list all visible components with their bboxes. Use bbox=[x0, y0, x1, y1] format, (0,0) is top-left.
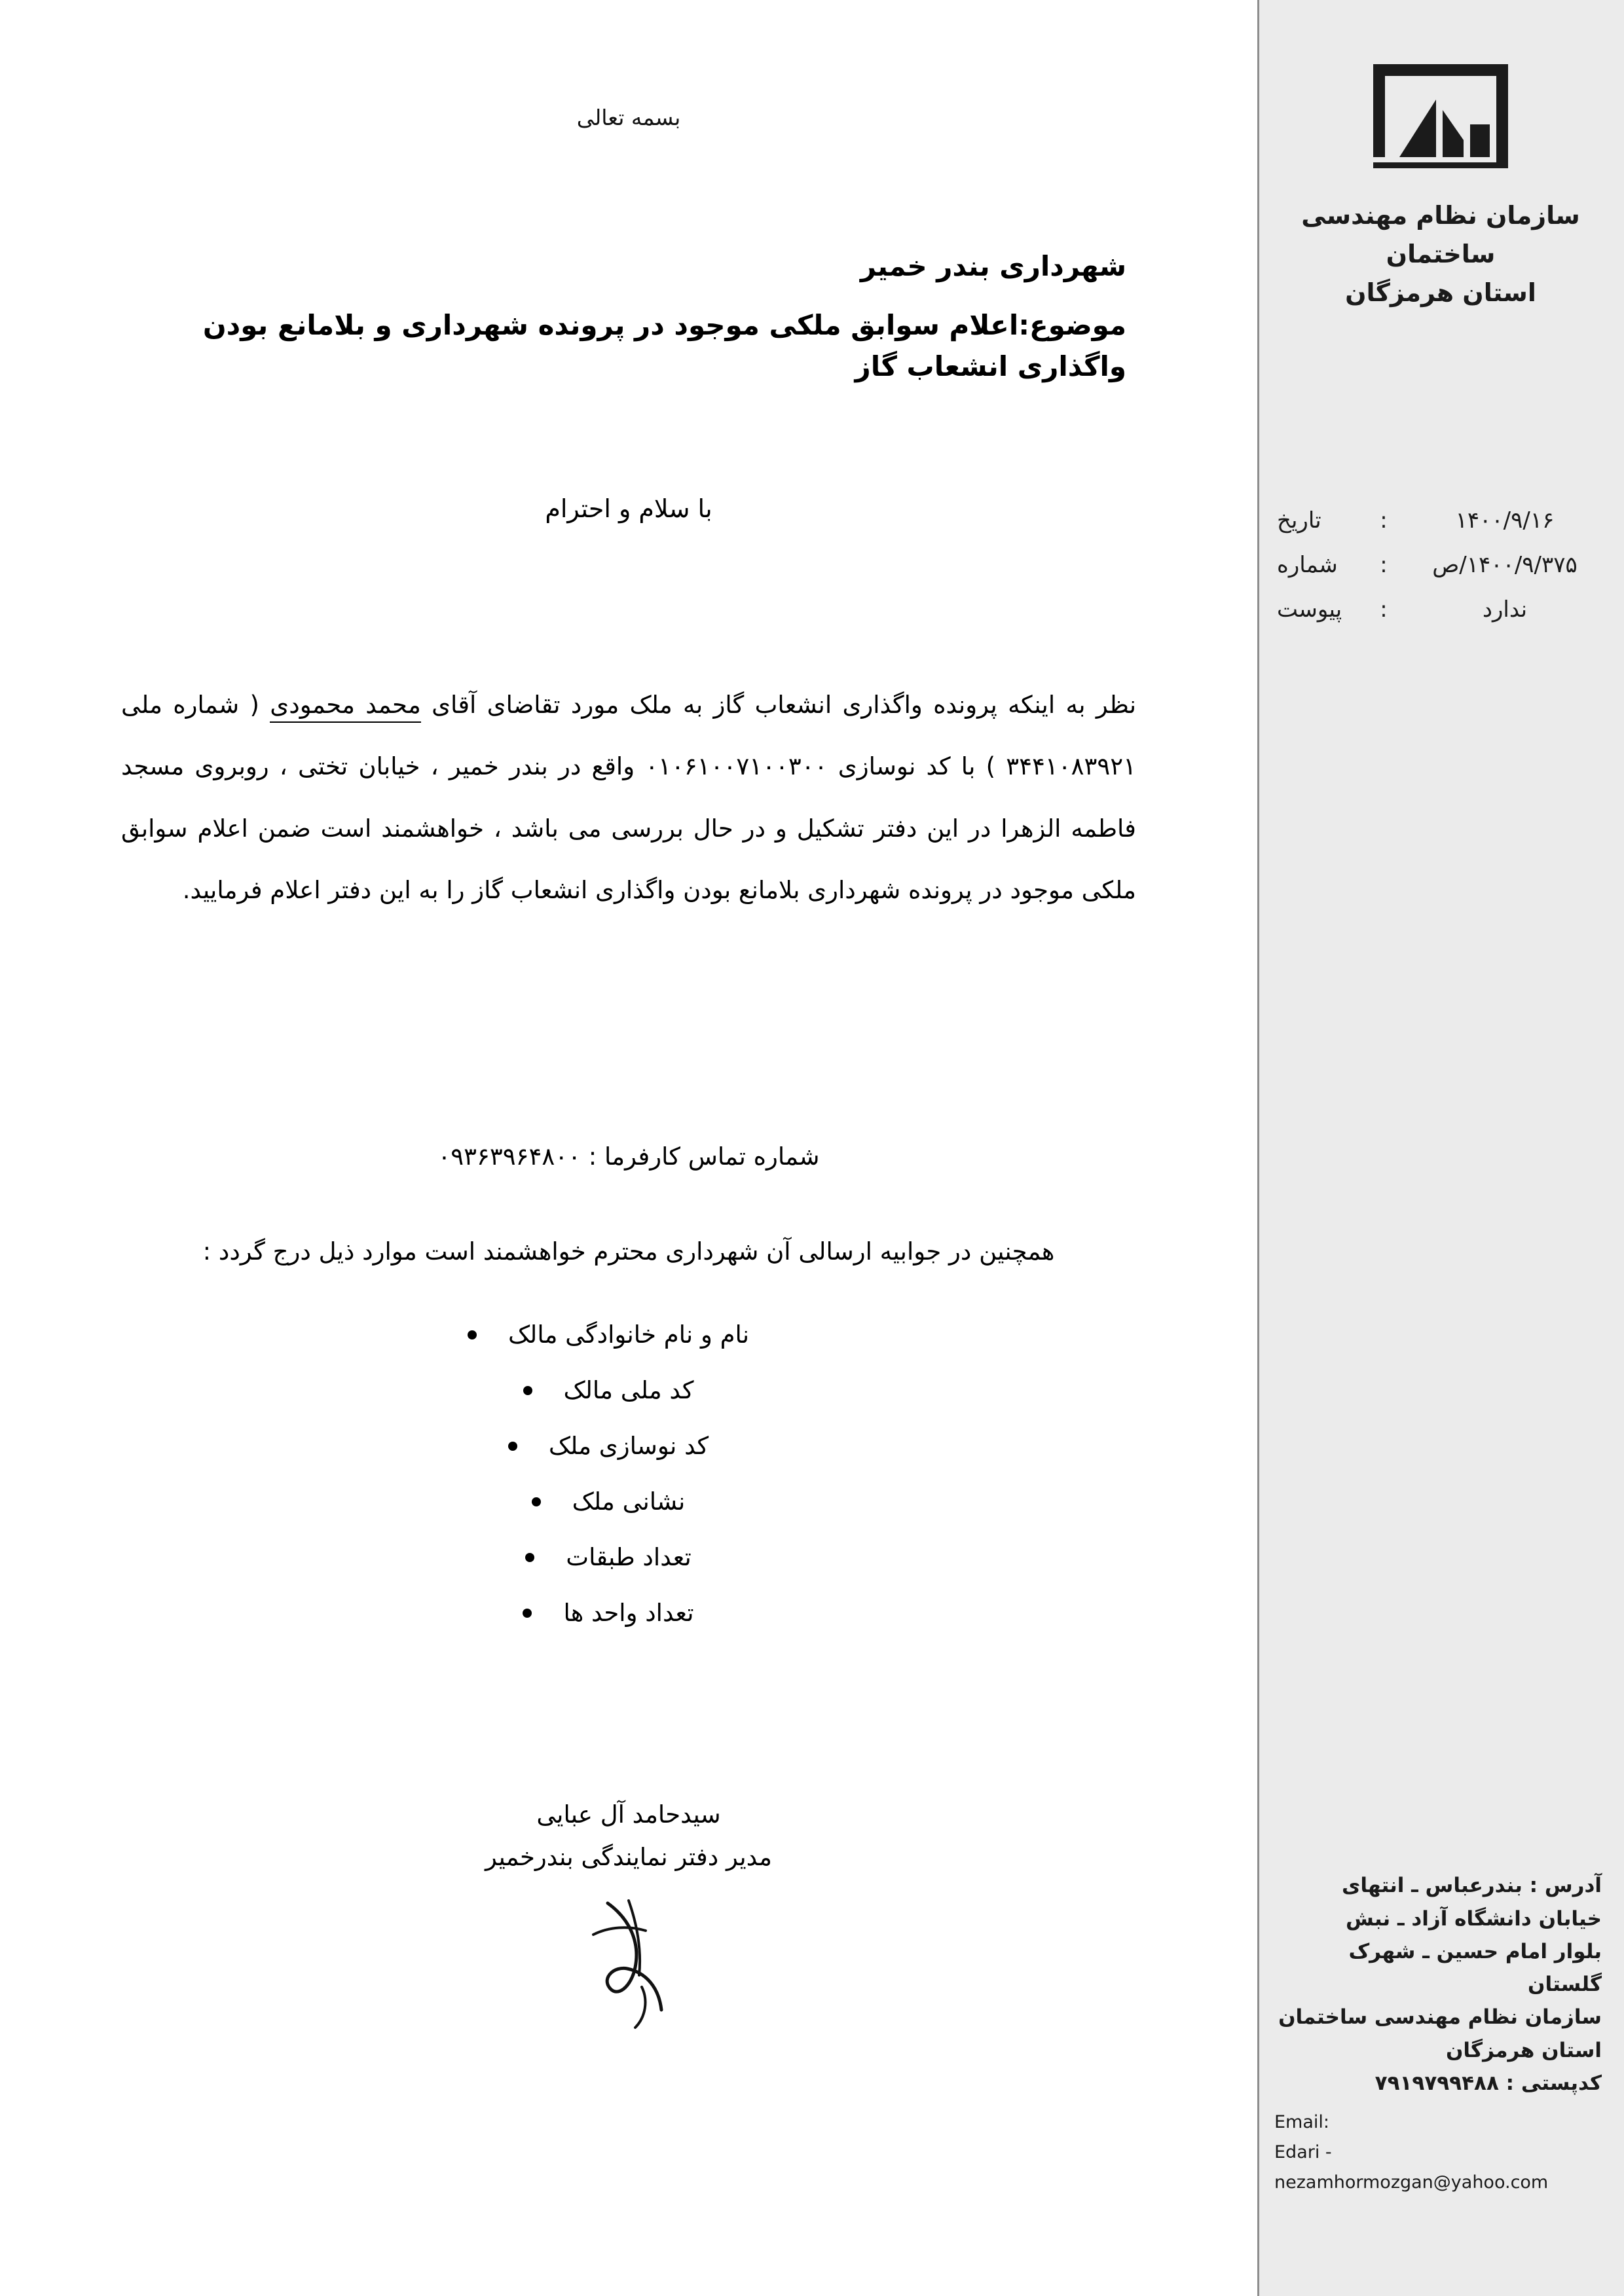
meta-colon: : bbox=[1380, 507, 1388, 534]
list-item bbox=[0, 1378, 1257, 1402]
letter-meta bbox=[1277, 507, 1604, 641]
signer-title: مدیر دفتر نمایندگی بندرخمیر bbox=[485, 1842, 772, 1871]
list-item bbox=[0, 1489, 1257, 1514]
address-line: بلوار امام حسین ـ شهرک bbox=[1348, 1939, 1602, 1963]
signature-block bbox=[0, 1794, 1257, 1879]
email-label: Email: bbox=[1274, 2112, 1330, 2133]
list-item bbox=[0, 1322, 1257, 1347]
requested-items-list bbox=[0, 1322, 1257, 1656]
meta-label-number: شماره bbox=[1277, 552, 1338, 578]
owner-name-highlight: محمد محمودی bbox=[270, 691, 421, 723]
meta-value-attachment: ندارد bbox=[1482, 596, 1528, 623]
meta-value-number: ۱۴۰۰/۹/۳۷۵/ص bbox=[1432, 552, 1578, 578]
list-item-label: نشانی ملک bbox=[572, 1487, 686, 1516]
meta-colon: : bbox=[1380, 552, 1388, 578]
organization-name bbox=[1257, 196, 1624, 312]
meta-row-attachment bbox=[1277, 596, 1604, 623]
address-line: کدپستی : ۷۹۱۹۷۹۹۴۸۸ bbox=[1375, 2071, 1602, 2095]
meta-colon: : bbox=[1380, 596, 1388, 623]
list-item-label: تعداد طبقات bbox=[566, 1543, 692, 1571]
organization-name-line2: استان هرمزگان bbox=[1345, 278, 1536, 307]
greeting-line: با سلام و احترام bbox=[545, 494, 712, 523]
address-line: آدرس : بندرعباس ـ انتهای bbox=[1341, 1874, 1602, 1898]
meta-row-number bbox=[1277, 552, 1604, 578]
list-item bbox=[0, 1601, 1257, 1625]
list-item-label: کد ملی مالک bbox=[563, 1376, 694, 1404]
list-item bbox=[0, 1434, 1257, 1458]
address-line: استان هرمزگان bbox=[1445, 2038, 1602, 2062]
meta-row-date bbox=[1277, 507, 1604, 534]
meta-label-date: تاریخ bbox=[1277, 507, 1321, 534]
list-item-label: تعداد واحد ها bbox=[563, 1599, 694, 1627]
address-line: گلستان bbox=[1528, 1973, 1602, 1997]
meta-label-attachment: پیوست bbox=[1277, 596, 1342, 623]
email-value[interactable]: Edari - nezamhormozgan@yahoo.com bbox=[1274, 2142, 1549, 2193]
signer-name: سیدحامد آل عبایی bbox=[536, 1800, 721, 1829]
subject-line: موضوع:اعلام سوابق ملکی موجود در پرونده شهرداری و بلامانع بودن واگذاری انشعاب گاز bbox=[202, 309, 1126, 382]
basmala-text: بسمه تعالی bbox=[576, 105, 681, 130]
organization-name-line1: سازمان نظام مهندسی ساختمان bbox=[1301, 201, 1580, 268]
list-item-label: نام و نام خانوادگی مالک bbox=[507, 1321, 750, 1349]
list-item-label: کد نوسازی ملک bbox=[548, 1432, 709, 1460]
building-logo-icon bbox=[1365, 59, 1516, 173]
list-item bbox=[0, 1545, 1257, 1569]
address-line: سازمان نظام مهندسی ساختمان bbox=[1278, 2005, 1602, 2030]
organization-email bbox=[1274, 2107, 1602, 2198]
requested-items-intro: همچنین در جوابیه ارسالی آن شهرداری محترم خواهشمند است موارد ذیل درج گردد : bbox=[202, 1237, 1055, 1266]
organization-logo bbox=[1257, 59, 1624, 176]
address-line: خیابان دانشگاه آزاد ـ نبش bbox=[1346, 1906, 1602, 1931]
letterhead-sidebar bbox=[1257, 0, 1624, 2296]
employer-phone-line: شماره تماس کارفرما : ۰۹۳۶۳۹۶۴۸۰۰ bbox=[437, 1142, 820, 1171]
organization-address bbox=[1274, 1869, 1602, 2100]
handwritten-signature-icon bbox=[0, 1889, 1257, 2039]
addressee-line: شهرداری بندر خمیر bbox=[860, 250, 1126, 282]
meta-value-date: ۱۴۰۰/۹/۱۶ bbox=[1455, 507, 1555, 534]
body-paragraph: نظر به اینکه پرونده واگذاری انشعاب گاز به ملک مورد تقاضای آقای محمد محمودی ( شماره ملی ۳۴۴۱۰۸۳۹۲۱ ) با کد نوسازی ۰۱۰۶۱۰۰۷۱۰۰۳۰۰ واقع در بندر خمیر ، خیابان تختی ، روبروی مسجد فاطمه الزهرا در این دفتر تشکیل و در حال بررسی می باشد ، خواهشمند است ضمن اعلام سوابق ملکی موجود در پرونده شهرداری بلامانع بودن واگذاری انشعاب گاز را به این دفتر اعلام فرمایید. bbox=[121, 691, 1136, 905]
